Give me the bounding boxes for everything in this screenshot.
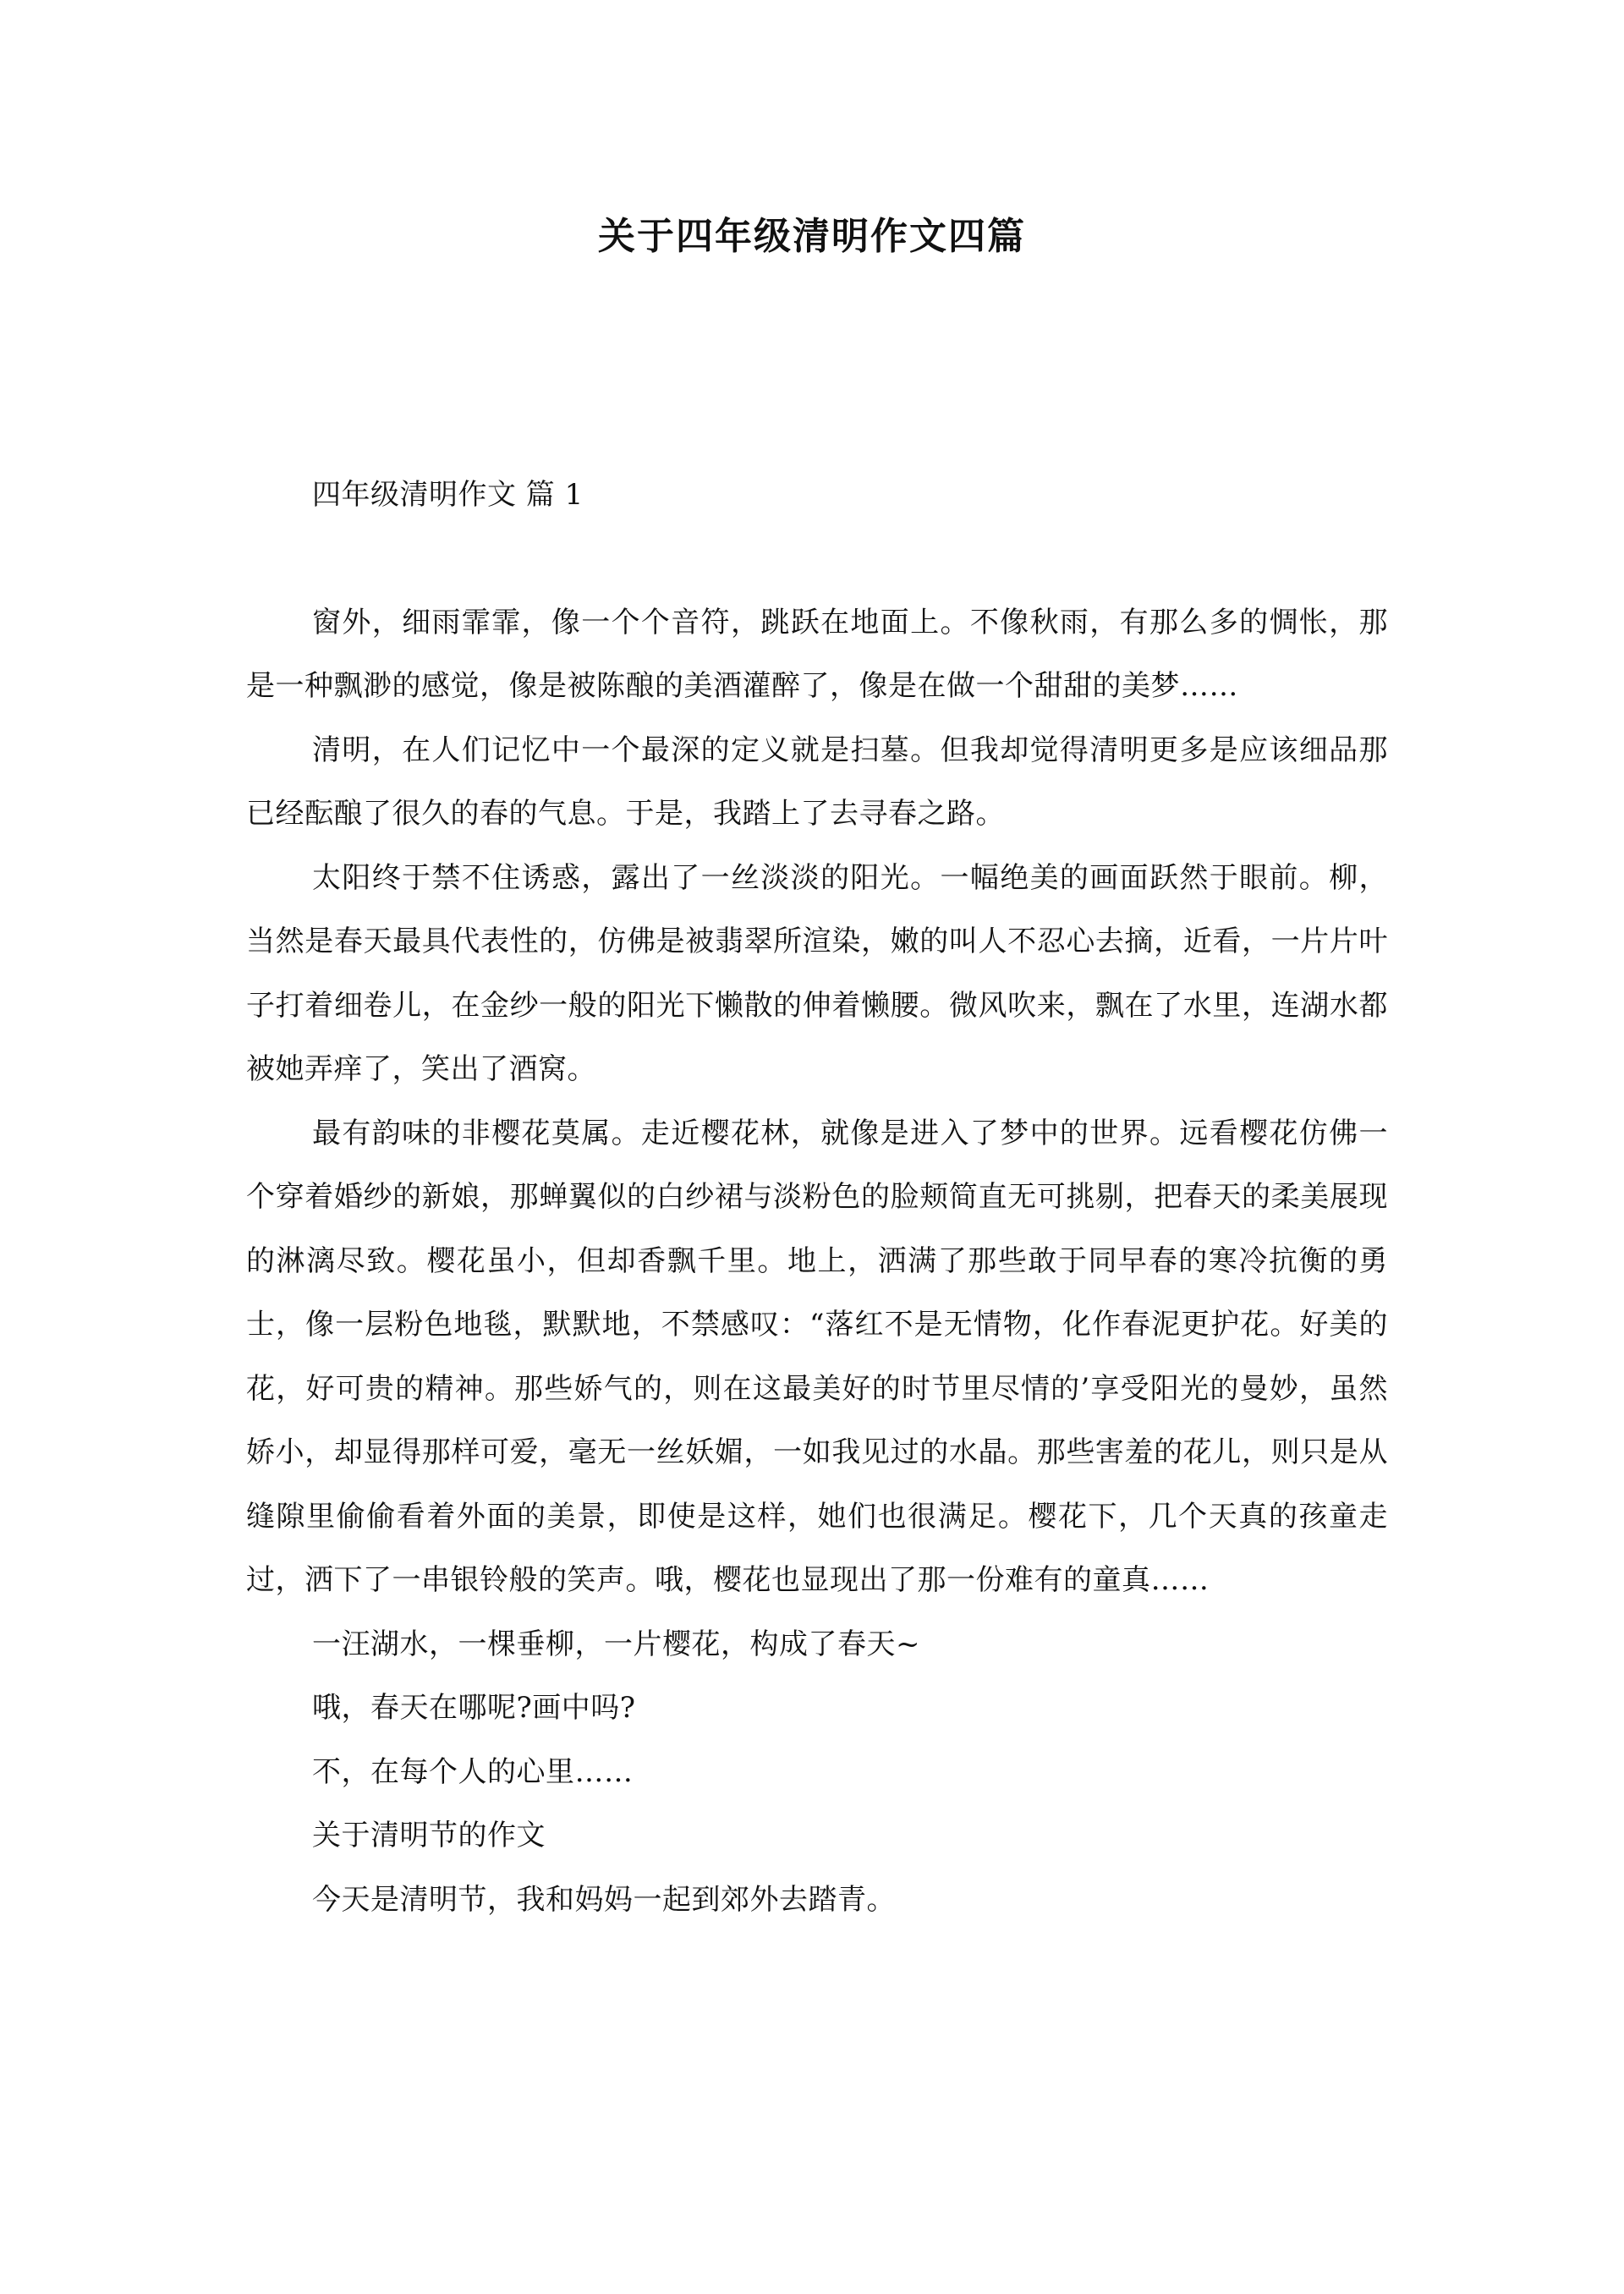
paragraph: 不，在每个人的心里…… [312, 1754, 634, 1789]
paragraph: 今天是清明节，我和妈妈一起到郊外去踏青。 [312, 1882, 896, 1917]
paragraph: 哦，春天在哪呢?画中吗? [312, 1691, 636, 1725]
paragraph: 太阳终于禁不住诱惑，露出了一丝淡淡的阳光。一幅绝美的画面跃然于眼前。柳，当然是春天最具代表性的，仿佛是被翡翠所渲染，嫩的叫人不忍心去摘，近看，一片片叶子打着细卷儿，在金纱一般的阳光下懒散的伸着懒腰。微风吹来，飘在了水里，连湖水都被她弄痒了，笑出了酒窝。 [246, 860, 1388, 1086]
paragraph: 一汪湖水，一棵垂柳，一片樱花，构成了春天~ [312, 1627, 920, 1661]
paragraph: 清明，在人们记忆中一个最深的定义就是扫墓。但我却觉得清明更多是应该细品那已经酝酿了很久的春的气息。于是，我踏上了去寻春之路。 [246, 733, 1388, 831]
subheading: 关于清明节的作文 [312, 1819, 546, 1852]
document-title: 关于四年级清明作文四篇 [598, 215, 1026, 258]
section-heading: 四年级清明作文 篇 1 [312, 478, 584, 512]
paragraph: 窗外，细雨霏霏，像一个个音符，跳跃在地面上。不像秋雨，有那么多的惆怅，那是一种飘渺的感觉，像是被陈酿的美酒灌醉了，像是在做一个甜甜的美梦…… [246, 605, 1388, 703]
document-body [246, 464, 1388, 1932]
paragraph: 最有韵味的非樱花莫属。走近樱花林，就像是进入了梦中的世界。远看樱花仿佛一个穿着婚纱的新娘，那蝉翼似的白纱裙与淡粉色的脸颊简直无可挑剔，把春天的柔美展现的淋漓尽致。樱花虽小，但却香飘千里。地上，洒满了那些敢于同早春的寒冷抗衡的勇士，像一层粉色地毯，默默地，不禁感叹：“落红不是无情物，化作春泥更护花。好美的花，好可贵的精神。那些娇气的，则在这最美好的时节里尽情的’享受阳光的曼妙，虽然娇小，却显得那样可爱，毫无一丝妖媚，一如我见过的水晶。那些害羞的花儿，则只是从缝隙里偷偷看着外面的美景，即使是这样，她们也很满足。樱花下，几个天真的孩童走过，洒下了一串银铃般的笑声。哦，樱花也显现出了那一份难有的童真…… [246, 1116, 1388, 1597]
